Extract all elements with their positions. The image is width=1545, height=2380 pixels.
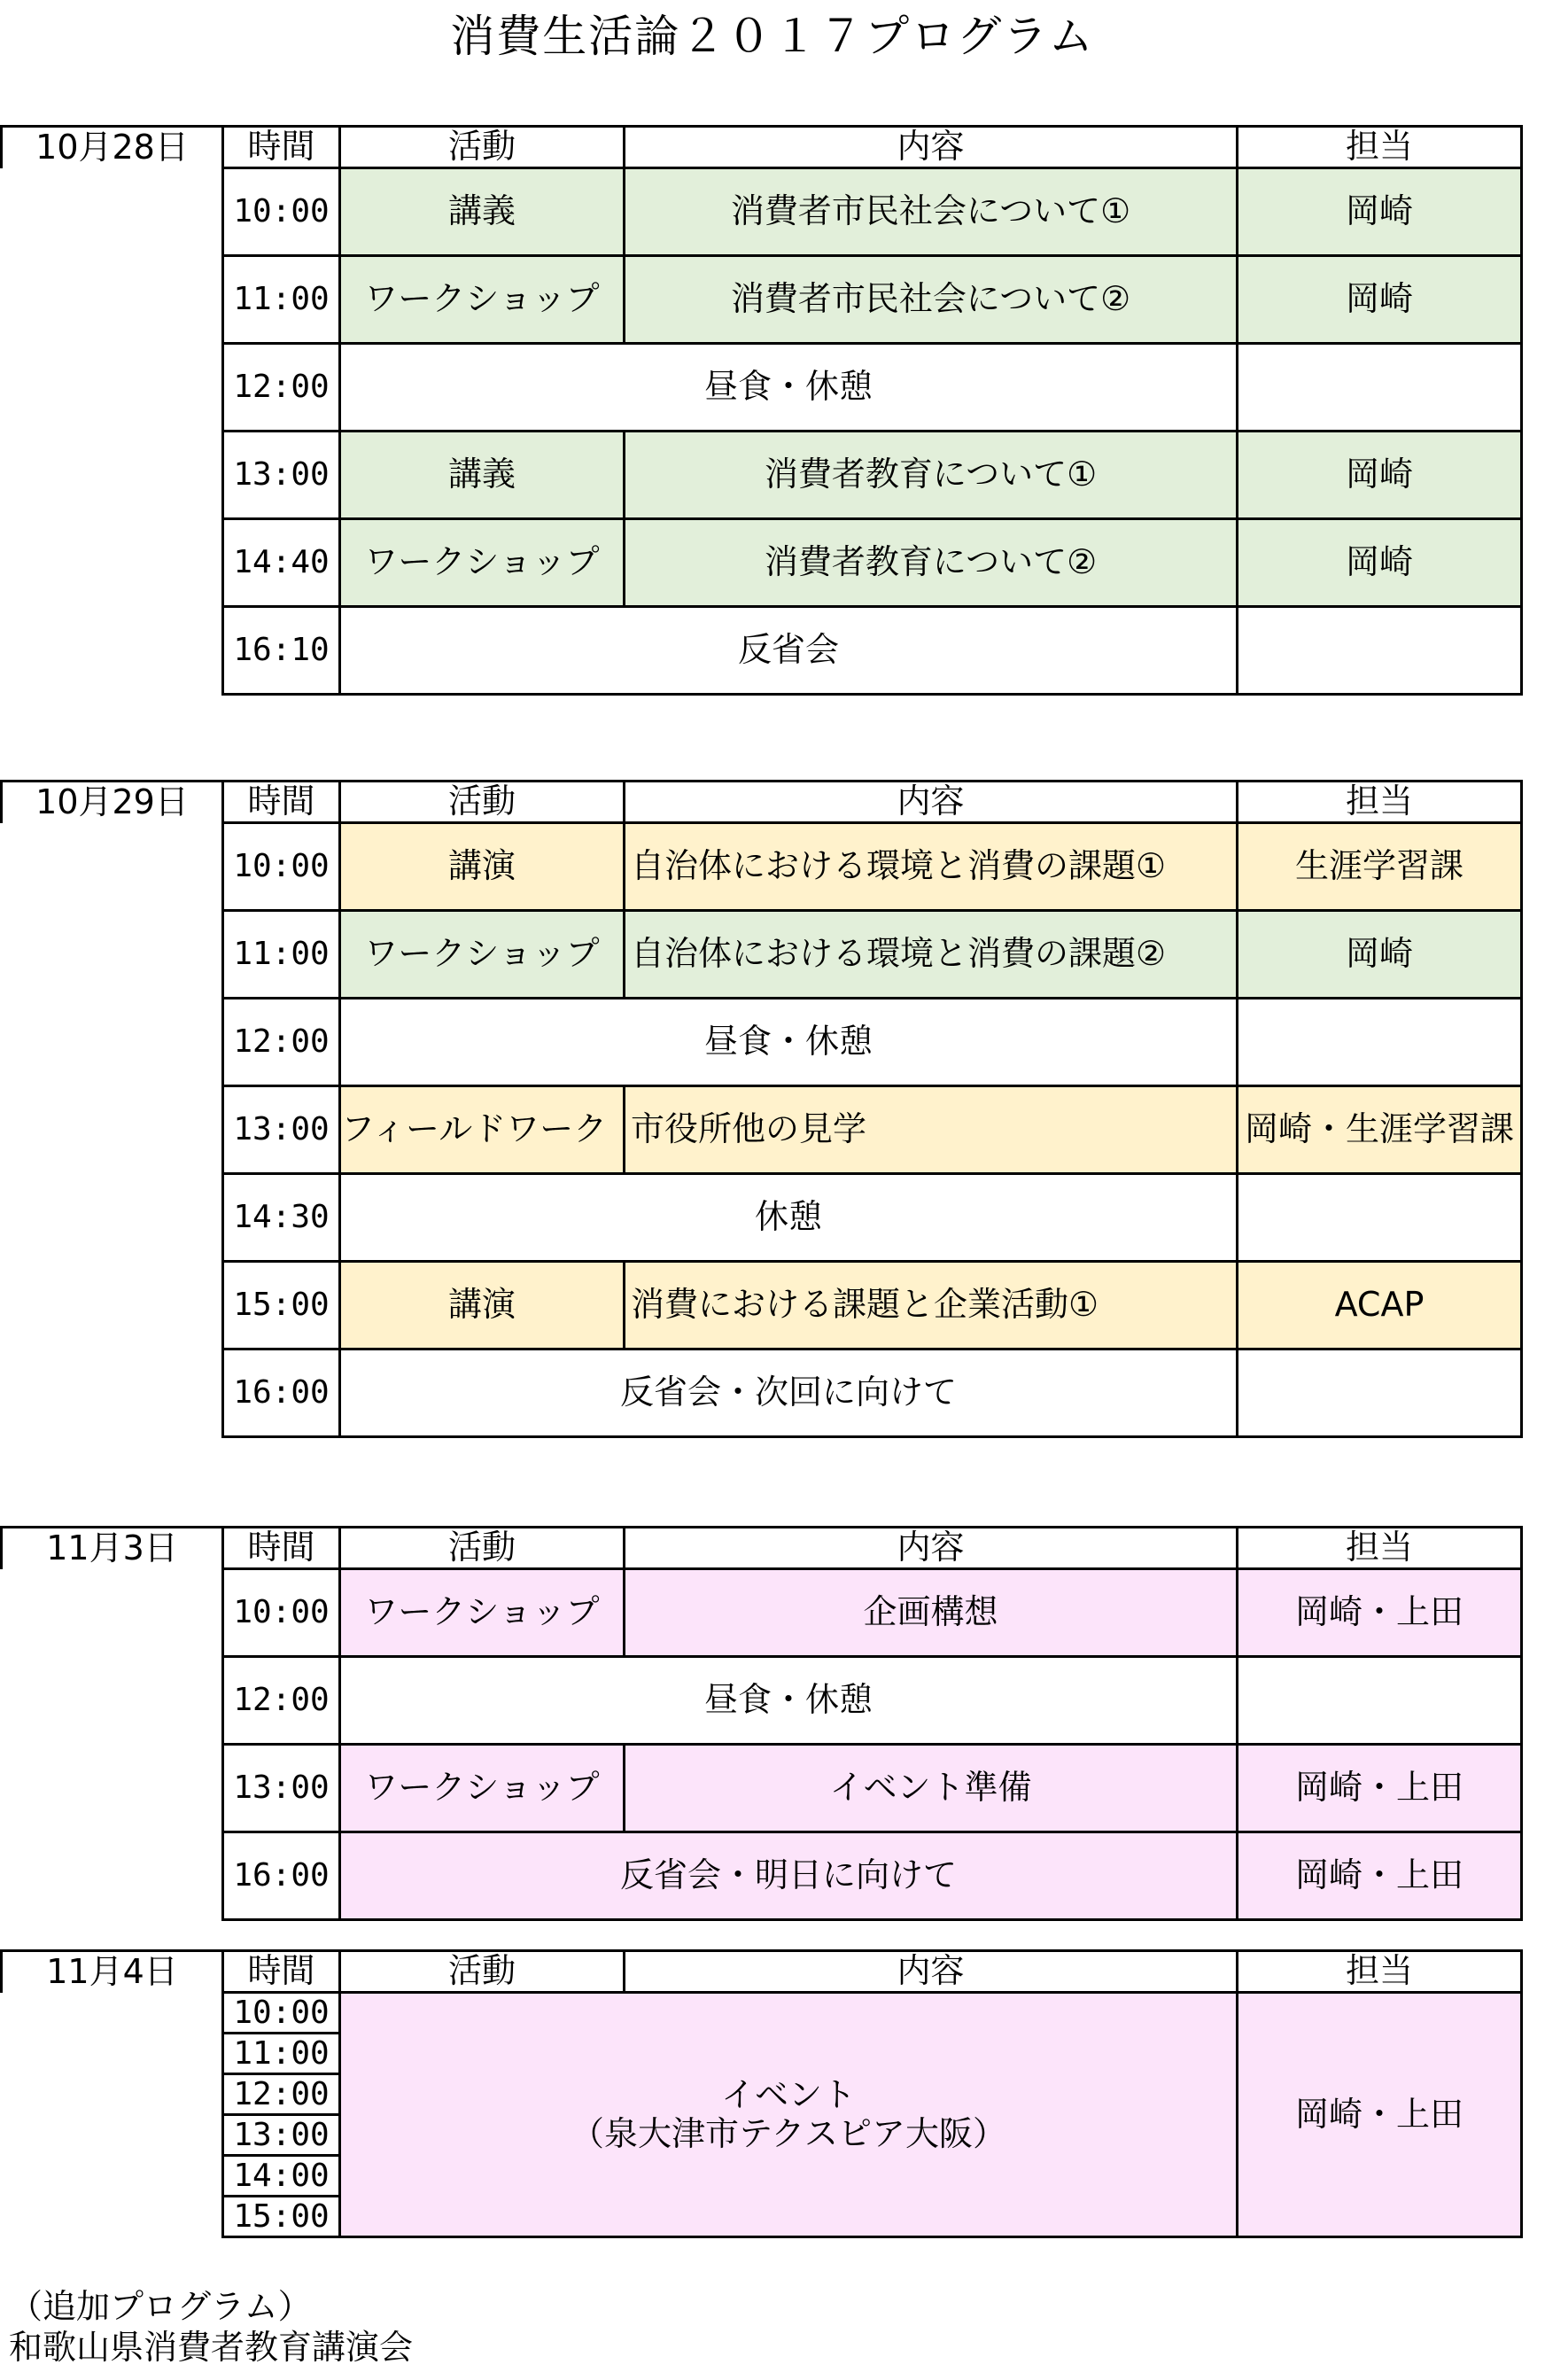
activity-cell: 講演 [340, 1262, 625, 1349]
staff-cell: 岡崎 [1238, 519, 1522, 607]
time-cell: 13:00 [223, 432, 340, 519]
schedule-table-day4 [0, 1949, 1523, 2238]
header-content: 内容 [625, 127, 1238, 168]
content-cell: 消費者教育について① [625, 432, 1238, 519]
staff-cell: 岡崎・上田 [1238, 1832, 1522, 1920]
activity-cell: 講義 [340, 432, 625, 519]
time-cell: 13:00 [223, 1086, 340, 1174]
content-cell: 自治体における環境と消費の課題② [625, 911, 1238, 999]
time-cell: 11:00 [223, 256, 340, 344]
activity-cell: ワークショップ [340, 911, 625, 999]
staff-cell: 岡崎 [1238, 432, 1522, 519]
date-cell: 10月29日 [2, 782, 223, 823]
break-cell: 反省会・次回に向けて [340, 1349, 1238, 1437]
event-venue: （泉大津市テクスピア大阪） [570, 2113, 1007, 2153]
date-cell: 10月28日 [2, 127, 223, 168]
activity-cell: フィールドワーク [340, 1086, 625, 1174]
event-title: イベント [720, 2074, 856, 2114]
staff-cell: 生涯学習課 [1238, 823, 1522, 911]
content-cell: 消費者市民社会について① [625, 168, 1238, 256]
header-activity: 活動 [340, 1528, 625, 1569]
content-cell: 企画構想 [625, 1569, 1238, 1657]
staff-cell: 岡崎・上田 [1238, 1745, 1522, 1832]
page-title: 消費生活論２０１７プログラム [450, 11, 1095, 62]
staff-cell [1238, 344, 1522, 432]
header-time: 時間 [223, 782, 340, 823]
time-cell: 14:00 [223, 2156, 340, 2197]
activity-cell: ワークショップ [340, 1569, 625, 1657]
activity-cell: 講演 [340, 823, 625, 911]
time-cell: 12:00 [223, 2074, 340, 2115]
header-activity: 活動 [340, 1951, 625, 1993]
staff-cell [1238, 1657, 1522, 1745]
break-cell: 昼食・休憩 [340, 999, 1238, 1086]
header-content: 内容 [625, 1951, 1238, 1993]
time-cell: 13:00 [223, 2115, 340, 2156]
time-cell: 12:00 [223, 344, 340, 432]
time-cell: 10:00 [223, 1569, 340, 1657]
break-cell: 反省会 [340, 607, 1238, 695]
date-cell: 11月3日 [2, 1528, 223, 1569]
staff-cell: 岡崎 [1238, 168, 1522, 256]
header-content: 内容 [625, 782, 1238, 823]
staff-cell: 岡崎・上田 [1238, 1993, 1522, 2237]
staff-cell: ACAP [1238, 1262, 1522, 1349]
header-activity: 活動 [340, 127, 625, 168]
footer-note [9, 2286, 413, 2368]
content-cell: 消費者教育について② [625, 519, 1238, 607]
time-cell: 10:00 [223, 168, 340, 256]
header-content: 内容 [625, 1528, 1238, 1569]
header-activity: 活動 [340, 782, 625, 823]
content-cell: イベント準備 [625, 1745, 1238, 1832]
time-cell: 12:00 [223, 1657, 340, 1745]
time-cell: 16:00 [223, 1832, 340, 1920]
content-cell: 消費者市民社会について② [625, 256, 1238, 344]
activity-cell: ワークショップ [340, 256, 625, 344]
staff-cell: 岡崎・上田 [1238, 1569, 1522, 1657]
content-cell: 消費における課題と企業活動① [625, 1262, 1238, 1349]
time-cell: 16:10 [223, 607, 340, 695]
blank-column [2, 168, 223, 695]
blank-column [2, 1569, 223, 1920]
header-staff: 担当 [1238, 782, 1522, 823]
blank-column [2, 823, 223, 1437]
blank-column [2, 1993, 223, 2237]
header-time: 時間 [223, 1528, 340, 1569]
time-cell: 13:00 [223, 1745, 340, 1832]
activity-cell: ワークショップ [340, 1745, 625, 1832]
staff-cell: 岡崎 [1238, 911, 1522, 999]
time-cell: 10:00 [223, 1993, 340, 2034]
time-cell: 16:00 [223, 1349, 340, 1437]
staff-cell: 岡崎 [1238, 256, 1522, 344]
footer-line1: （追加プログラム） [9, 2287, 312, 2326]
time-cell: 15:00 [223, 1262, 340, 1349]
break-cell: 反省会・明日に向けて [340, 1832, 1238, 1920]
time-cell: 12:00 [223, 999, 340, 1086]
schedule-table-day1 [0, 125, 1523, 696]
staff-cell [1238, 607, 1522, 695]
staff-cell [1238, 999, 1522, 1086]
header-time: 時間 [223, 127, 340, 168]
time-cell: 11:00 [223, 2034, 340, 2074]
footer-line2: 和歌山県消費者教育講演会 [9, 2328, 414, 2367]
break-cell: 休憩 [340, 1174, 1238, 1262]
date-cell: 11月4日 [2, 1951, 223, 1993]
header-staff: 担当 [1238, 127, 1522, 168]
header-time: 時間 [223, 1951, 340, 1993]
time-cell: 11:00 [223, 911, 340, 999]
header-staff: 担当 [1238, 1528, 1522, 1569]
content-cell: 市役所他の見学 [625, 1086, 1238, 1174]
schedule-table-day2 [0, 780, 1523, 1438]
activity-cell: ワークショップ [340, 519, 625, 607]
event-cell [340, 1993, 1238, 2237]
time-cell: 14:30 [223, 1174, 340, 1262]
staff-cell [1238, 1349, 1522, 1437]
activity-cell: 講義 [340, 168, 625, 256]
header-staff: 担当 [1238, 1951, 1522, 1993]
break-cell: 昼食・休憩 [340, 1657, 1238, 1745]
time-cell: 10:00 [223, 823, 340, 911]
time-cell: 15:00 [223, 2197, 340, 2237]
break-cell: 昼食・休憩 [340, 344, 1238, 432]
staff-cell [1238, 1174, 1522, 1262]
time-cell: 14:40 [223, 519, 340, 607]
staff-cell: 岡崎・生涯学習課 [1238, 1086, 1522, 1174]
content-cell: 自治体における環境と消費の課題① [625, 823, 1238, 911]
schedule-table-day3 [0, 1526, 1523, 1921]
